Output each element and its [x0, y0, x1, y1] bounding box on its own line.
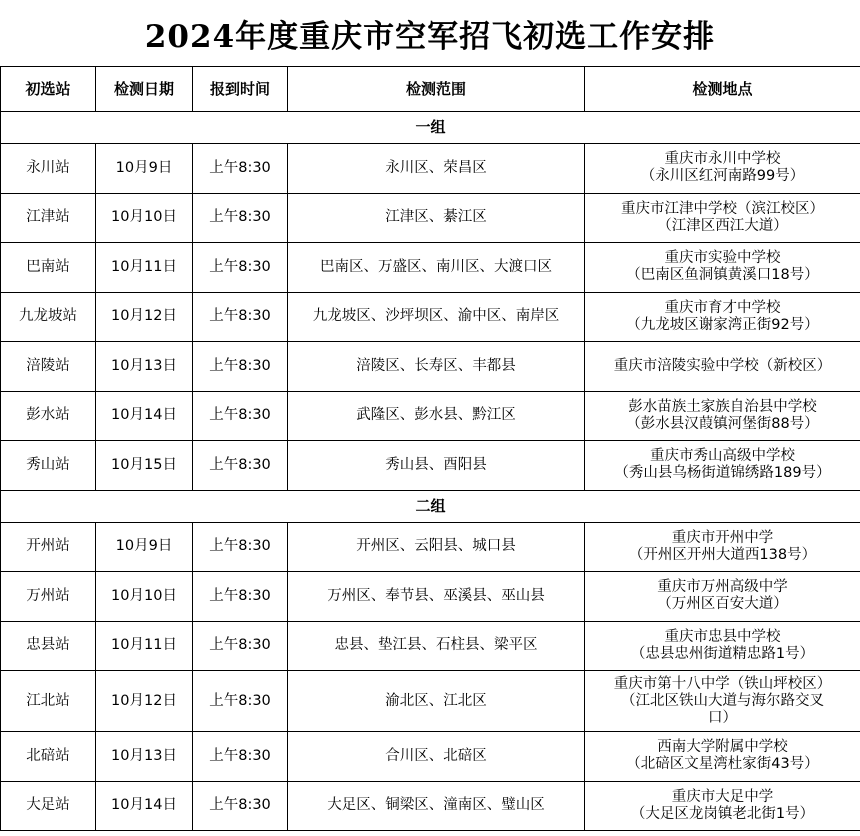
date-cell: 10月13日 — [96, 732, 193, 782]
date-cell: 10月12日 — [96, 292, 193, 342]
scope-cell: 武隆区、彭水县、黔江区 — [288, 391, 585, 441]
place-line: （彭水县汉葭镇河堡街88号） — [626, 415, 819, 432]
table-row — [1, 522, 860, 572]
date-cell: 10月10日 — [96, 572, 193, 622]
table-row — [1, 572, 860, 622]
scope-cell: 巴南区、万盛区、南川区、大渡口区 — [288, 243, 585, 293]
scope-cell: 合川区、北碚区 — [288, 732, 585, 782]
time-cell: 上午8:30 — [193, 781, 288, 831]
place-line: 重庆市秀山高级中学校 — [650, 448, 795, 465]
place-cell — [585, 441, 860, 491]
place-line: （大足区龙岗镇老北街1号） — [630, 805, 815, 822]
date-cell: 10月9日 — [96, 144, 193, 194]
table-row — [1, 292, 860, 342]
table-row — [1, 441, 860, 491]
table-row — [1, 391, 860, 441]
place-line: （永川区红河南路99号） — [640, 168, 805, 185]
column-header-time: 报到时间 — [193, 67, 288, 112]
table-row — [1, 144, 860, 194]
place-line: 重庆市实验中学校 — [664, 250, 781, 267]
date-cell: 10月15日 — [96, 441, 193, 491]
place-cell — [585, 572, 860, 622]
scope-cell: 忠县、垫江县、石柱县、梁平区 — [288, 621, 585, 671]
place-line: （开州区开州大道西138号） — [628, 546, 817, 563]
time-cell: 上午8:30 — [193, 732, 288, 782]
time-cell: 上午8:30 — [193, 144, 288, 194]
time-cell: 上午8:30 — [193, 671, 288, 732]
date-cell: 10月14日 — [96, 391, 193, 441]
table-row — [1, 671, 860, 732]
time-cell: 上午8:30 — [193, 441, 288, 491]
place-line: 重庆市忠县中学校 — [664, 628, 781, 645]
scope-cell: 渝北区、江北区 — [288, 671, 585, 732]
schedule-table — [0, 66, 860, 831]
place-line: 重庆市江津中学校（滨江校区） — [621, 200, 824, 217]
place-line: （巴南区鱼洞镇黄溪口18号） — [626, 267, 819, 284]
place-line: 彭水苗族土家族自治县中学校 — [628, 398, 817, 415]
time-cell: 上午8:30 — [193, 193, 288, 243]
time-cell: 上午8:30 — [193, 342, 288, 392]
scope-cell: 九龙坡区、沙坪坝区、渝中区、南岸区 — [288, 292, 585, 342]
scope-cell: 永川区、荣昌区 — [288, 144, 585, 194]
time-cell: 上午8:30 — [193, 292, 288, 342]
time-cell: 上午8:30 — [193, 621, 288, 671]
place-line: （九龙坡区谢家湾正街92号） — [626, 316, 819, 333]
time-cell: 上午8:30 — [193, 572, 288, 622]
place-cell — [585, 243, 860, 293]
place-line: （秀山县乌杨街道锦绣路189号） — [614, 465, 831, 482]
place-cell — [585, 292, 860, 342]
time-cell: 上午8:30 — [193, 522, 288, 572]
date-cell: 10月14日 — [96, 781, 193, 831]
table-row — [1, 193, 860, 243]
group-label: 二组 — [1, 490, 860, 522]
station-cell: 万州站 — [1, 572, 96, 622]
station-cell: 秀山站 — [1, 441, 96, 491]
place-line: 口） — [708, 709, 737, 726]
date-cell: 10月9日 — [96, 522, 193, 572]
scope-cell: 涪陵区、长寿区、丰都县 — [288, 342, 585, 392]
scope-cell: 开州区、云阳县、城口县 — [288, 522, 585, 572]
column-header-station: 初选站 — [1, 67, 96, 112]
group-label: 一组 — [1, 112, 860, 144]
place-line: （江津区西江大道） — [657, 217, 788, 234]
time-cell: 上午8:30 — [193, 243, 288, 293]
station-cell: 江津站 — [1, 193, 96, 243]
place-line: 重庆市永川中学校 — [664, 151, 781, 168]
scope-cell: 大足区、铜梁区、潼南区、璧山区 — [288, 781, 585, 831]
date-cell: 10月13日 — [96, 342, 193, 392]
station-cell: 涪陵站 — [1, 342, 96, 392]
place-line: （江北区铁山大道与海尔路交叉 — [621, 692, 824, 709]
table-row — [1, 621, 860, 671]
place-line: 重庆市第十八中学（铁山坪校区） — [613, 675, 832, 692]
place-cell — [585, 671, 860, 732]
date-cell: 10月11日 — [96, 243, 193, 293]
station-cell: 大足站 — [1, 781, 96, 831]
table-row — [1, 342, 860, 392]
station-cell: 北碚站 — [1, 732, 96, 782]
place-cell — [585, 522, 860, 572]
station-cell: 开州站 — [1, 522, 96, 572]
place-cell — [585, 391, 860, 441]
table-row — [1, 732, 860, 782]
place-cell — [585, 144, 860, 194]
table-body — [1, 112, 860, 831]
time-cell: 上午8:30 — [193, 391, 288, 441]
place-cell — [585, 621, 860, 671]
scope-cell: 万州区、奉节县、巫溪县、巫山县 — [288, 572, 585, 622]
place-cell — [585, 193, 860, 243]
place-line: 西南大学附属中学校 — [657, 739, 788, 756]
place-cell — [585, 781, 860, 831]
place-line: 重庆市万州高级中学 — [657, 579, 788, 596]
place-line: （万州区百安大道） — [657, 596, 788, 613]
scope-cell: 江津区、綦江区 — [288, 193, 585, 243]
table-row — [1, 243, 860, 293]
date-cell: 10月10日 — [96, 193, 193, 243]
station-cell: 九龙坡站 — [1, 292, 96, 342]
station-cell: 江北站 — [1, 671, 96, 732]
column-header-scope: 检测范围 — [288, 67, 585, 112]
page-title: 2024年度重庆市空军招飞初选工作安排 — [144, 18, 716, 55]
place-cell — [585, 342, 860, 392]
place-line: 重庆市育才中学校 — [664, 299, 781, 316]
date-cell: 10月11日 — [96, 621, 193, 671]
scope-cell: 秀山县、酉阳县 — [288, 441, 585, 491]
station-cell: 彭水站 — [1, 391, 96, 441]
place-cell — [585, 732, 860, 782]
station-cell: 巴南站 — [1, 243, 96, 293]
station-cell: 忠县站 — [1, 621, 96, 671]
place-line: 重庆市大足中学 — [671, 788, 774, 805]
place-line: （忠县忠州街道精忠路1号） — [630, 645, 815, 662]
group-row — [1, 490, 860, 522]
table-row — [1, 781, 860, 831]
date-cell: 10月12日 — [96, 671, 193, 732]
column-header-date: 检测日期 — [96, 67, 193, 112]
column-header-place: 检测地点 — [585, 67, 860, 112]
station-cell: 永川站 — [1, 144, 96, 194]
place-line: 重庆市开州中学 — [671, 529, 774, 546]
place-line: （北碚区文星湾杜家街43号） — [626, 756, 819, 773]
group-row — [1, 112, 860, 144]
table-header-row — [1, 67, 860, 112]
place-line: 重庆市涪陵实验中学校（新校区） — [613, 357, 832, 374]
